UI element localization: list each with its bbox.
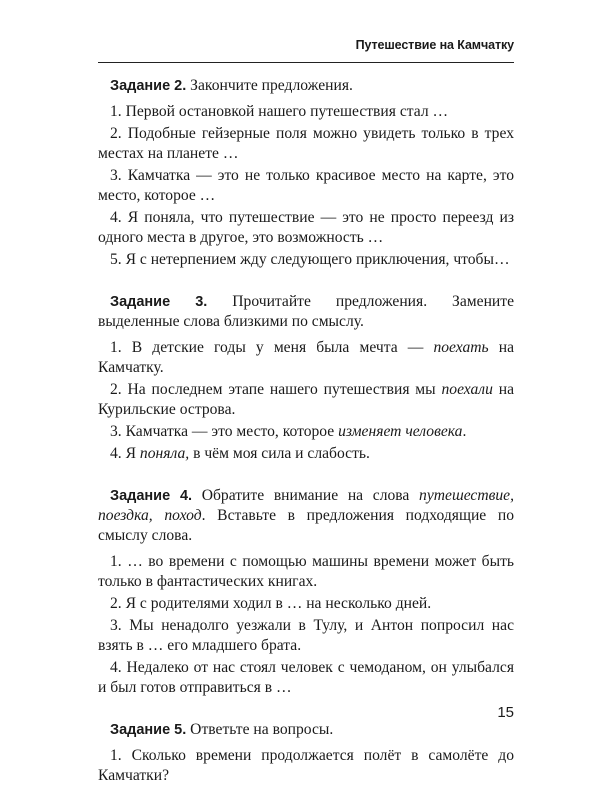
task-3 [98,292,514,464]
page-content [98,76,514,788]
item-text: . [462,423,467,440]
highlighted-word: поехали [441,381,493,398]
task-instruction: Прочитайте предложения. Замените выделенные слова близкими по смыслу. [98,293,514,330]
task-instruction: Ответьте на вопросы. [186,721,334,738]
task-item: 1. Первой остановкой нашего путешествия стал … [110,103,449,120]
task-label: Задание 5. [110,722,187,738]
highlighted-word: изменяет человека [338,423,463,440]
task-instruction: Закончите предложения. [186,77,353,94]
task-2 [98,76,514,270]
page-number: 15 [497,704,514,721]
header-rule [98,62,514,63]
task-item: 1. Сколько времени продолжается полёт в самолёте до Камчатки? [98,747,514,784]
task-3-title [98,292,514,332]
item-text: 1. В детские годы у меня была мечта — [110,339,434,356]
task-item: 4. Недалеко от нас стоял человек с чемоданом, он улыбался и был готов отправиться в … [98,659,514,696]
highlighted-word: путешествие, поездка, поход [98,487,515,524]
task-item [98,338,514,378]
highlighted-word: поехать [433,339,489,356]
task-item: 2. Подобные гейзерные поля можно увидеть только в трех местах на планете … [98,125,514,162]
task-5-title [98,720,514,740]
task-item: 1. … во времени с помощью машины времени может быть только в фантастических книгах. [98,553,514,590]
task-4-title [98,486,514,546]
task-item [98,380,514,420]
task-item: 4. Я поняла, что путешествие — это не просто переезд из одного места в другое, это возможность … [98,209,514,246]
task-label: Задание 4. [110,488,193,504]
task-instruction: . Вставьте в предложения подходящие по смыслу слова. [98,507,514,544]
task-item: 3. Камчатка — это не только красивое место на карте, это место, которое … [98,167,514,204]
task-item: 2. Я с родителями ходил в … на несколько дней. [110,595,432,612]
highlighted-word: поняла, [139,445,190,462]
item-text: на Камчатку. [98,339,514,376]
running-head-title: Путешествие на Камчатку [355,38,514,52]
item-text: 3. Камчатка — это место, которое [110,423,339,440]
item-text: 2. На последнем этапе нашего путешествия мы [110,381,442,398]
task-4 [98,486,514,698]
task-item [98,422,514,442]
task-2-title [98,76,514,96]
task-item: 5. Я с нетерпением жду следующего приключения, чтобы… [110,251,510,268]
item-text: 4. Я [110,445,140,462]
task-5 [98,720,514,786]
task-instruction: Обратите внимание на слова [192,487,420,504]
item-text: на Курильские острова. [98,381,514,418]
task-item: 3. Мы ненадолго уезжали в Тулу, и Антон попросил нас взять в … его младшего брата. [98,617,514,654]
task-label: Задание 2. [110,78,187,94]
task-label: Задание 3. [110,294,208,310]
task-item [98,444,514,464]
item-text: в чём моя сила и слабость. [189,445,370,462]
